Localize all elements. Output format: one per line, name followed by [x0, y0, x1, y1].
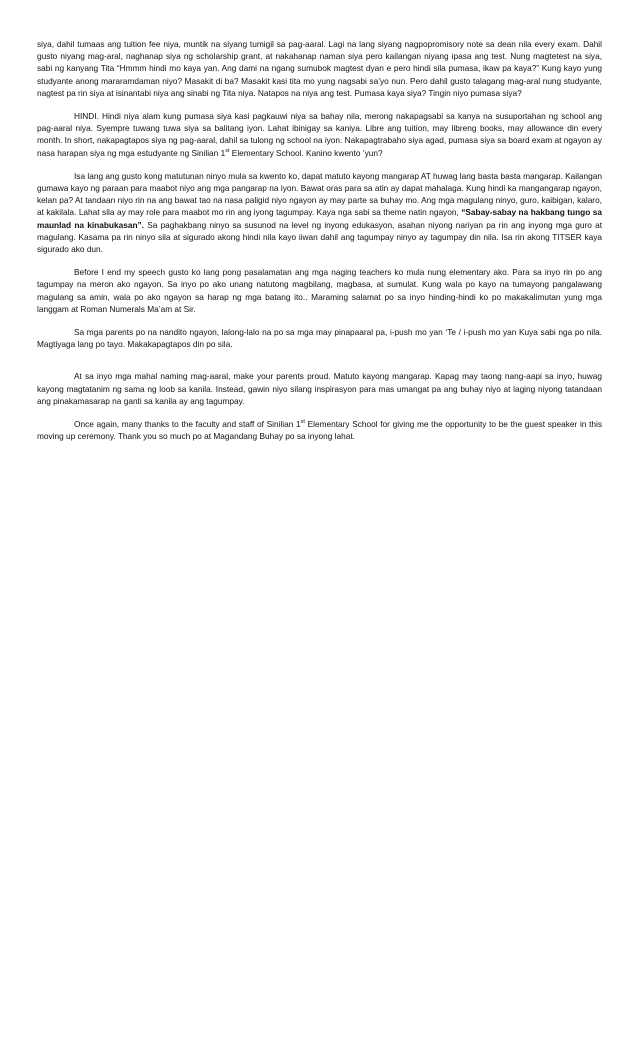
paragraph-text: Sa mga parents po na nandito ngayon, lalong-lalo na po sa mga may pinapaaral pa, i-push mo yan ‘Te / i-push mo yan Kuya sabi nga po nila. Magtiyaga lang po tayo. Makakapagtapos din po sila. [37, 327, 602, 350]
paragraph-text: Before I end my speech gusto ko lang pong pasalamatan ang mga naging teachers ko mula nung elementary ako. Para sa inyo rin po ang tagumpay na meron ako ngayon. Sa inyo po ako unang natutong magbilang, magbasa, at sumulat. Kung wala po kayo na tumayong pangalawang magulang sa amin, wala po ako ngayon sa harap ng mga batang ito.. Maraming salamat po sa inyo hinding-hindi ko po makakalimutan yung mga langgam at Roman Numerals Ma’am at Sir. [37, 267, 602, 314]
paragraph-text: siya, dahil tumaas ang tuition fee niya, muntik na siyang tumigil sa pag-aaral. Lagi na lang siyang nagpopromisory note sa dean nila every exam. Dahil gusto niyang mag-aral, naghanap siya ng scholarship grant, at nakahanap naman siya pero kailangan niyang ipasa ang test. Nung magtetest na siya, sabi ng kanyang Tita “Hmmm hindi mo kaya yan. Ang dami na ngang sumubok magtest dyan e pero hindi sila pumasa, ikaw pa kaya?” Kung kayo yung studyante anong mararamdaman niyo? Masakit di ba? Masakit kasi tita mo yung nagsabi sa’yo nun. Pero dahil gusto talagang mag-aral nung studyante, nagtest pa rin siya at isinantabi niya ang sinabi ng Tita niya. Natapos na niya ang test. Pumasa kaya siya? Tingin niyo pumasa siya? [37, 39, 602, 98]
ordinal-suffix: st [300, 419, 305, 426]
document-body [37, 38, 602, 453]
paragraph-lesson [37, 170, 602, 255]
paragraph-text: HINDI. Hindi niya alam kung pumasa siya kasi pagkauwi niya sa bahay nila, merong nakapagsabi sa kanya na susuportahan ng school ang pag-aaral niya. Syempre tuwang tuwa siya sa balitang iyon. Lahat ibinigay sa kaniya. Libre ang tuition, may libreng books, may allowance din every month. In short, nakapagtapos siya ng pag-aaral, dahil sa tulong ng school na iyon. Nakapagtrabaho siya agad, pumasa siya sa board exam at ngayon ay nasa harapan siya ng mga estudyante ng Sinilian 1 [37, 111, 603, 158]
theme-quote: “Sabay-sabay na hakbang tungo sa maunlad na kinabukasan”. [37, 207, 602, 230]
paragraph-parents [37, 326, 602, 350]
paragraph-text-end: Elementary School. Kanino kwento ’yun? [229, 147, 383, 158]
paragraph-text-end: Sa paghakbang ninyo sa susunod na level ng inyong edukasyon, asahan niyong nariyan pa rin ang inyong mga guro at magulang. Kasama pa rin ninyo sila at sigurado akong hindi nila kayo iiwan dahil ang tagumpay ninyo ay tagumpay din nila. Isa rin akong TITSER kaya sigurado ako dun. [37, 219, 602, 255]
paragraph-text: Once again, many thanks to the faculty and staff of Sinilian 1 [74, 419, 301, 430]
ordinal-suffix: st [225, 147, 230, 154]
paragraph-text: Isa lang ang gusto kong matutunan ninyo mula sa kwento ko, dapat matuto kayong mangarap AT huwag lang basta basta mangarap. Kailangan gumawa kayo ng paraan para maabot niyo ang mga pangarap na iyon. Bawat oras para sa atin ay dapat mahalaga. Kung hindi ka mangangarap ngayon, kelan pa? At tandaan niyo rin na ang bawat tao na nasa paligid niyo ngayon ay may parte sa buhay mo. Ang mga magulang ninyo, guro, kaibigan, kalaro, at kakilala. Lahat sila ay may role para maabot mo rin ang iyong tagumpay. Kaya nga sabi sa theme natin ngayon, [37, 170, 602, 218]
paragraph-story-continued [37, 38, 602, 99]
paragraph-hindi [37, 110, 602, 159]
paragraph-text: At sa inyo mga mahal naming mag-aaral, make your parents proud. Matuto kayong mangarap. Kapag may taong nang-aapi sa inyo, huwag kayong magtatanim ng sama ng loob sa kanila. Instead, gawin niyo silang inspirasyon para mas umangat pa ang buhay niyo at laging niyong tatandaan ang pinakamasarap na ganti sa kanila ay ang tagumpay. [37, 371, 602, 406]
paragraph-closing [37, 418, 602, 442]
paragraph-text-end: Elementary School for giving me the opportunity to be the guest speaker in this moving up ceremony. Thank you so much po at Magandang Buhay po sa inyong lahat. [37, 419, 602, 442]
paragraph-students [37, 370, 602, 407]
paragraph-thanks-teachers [37, 266, 602, 315]
